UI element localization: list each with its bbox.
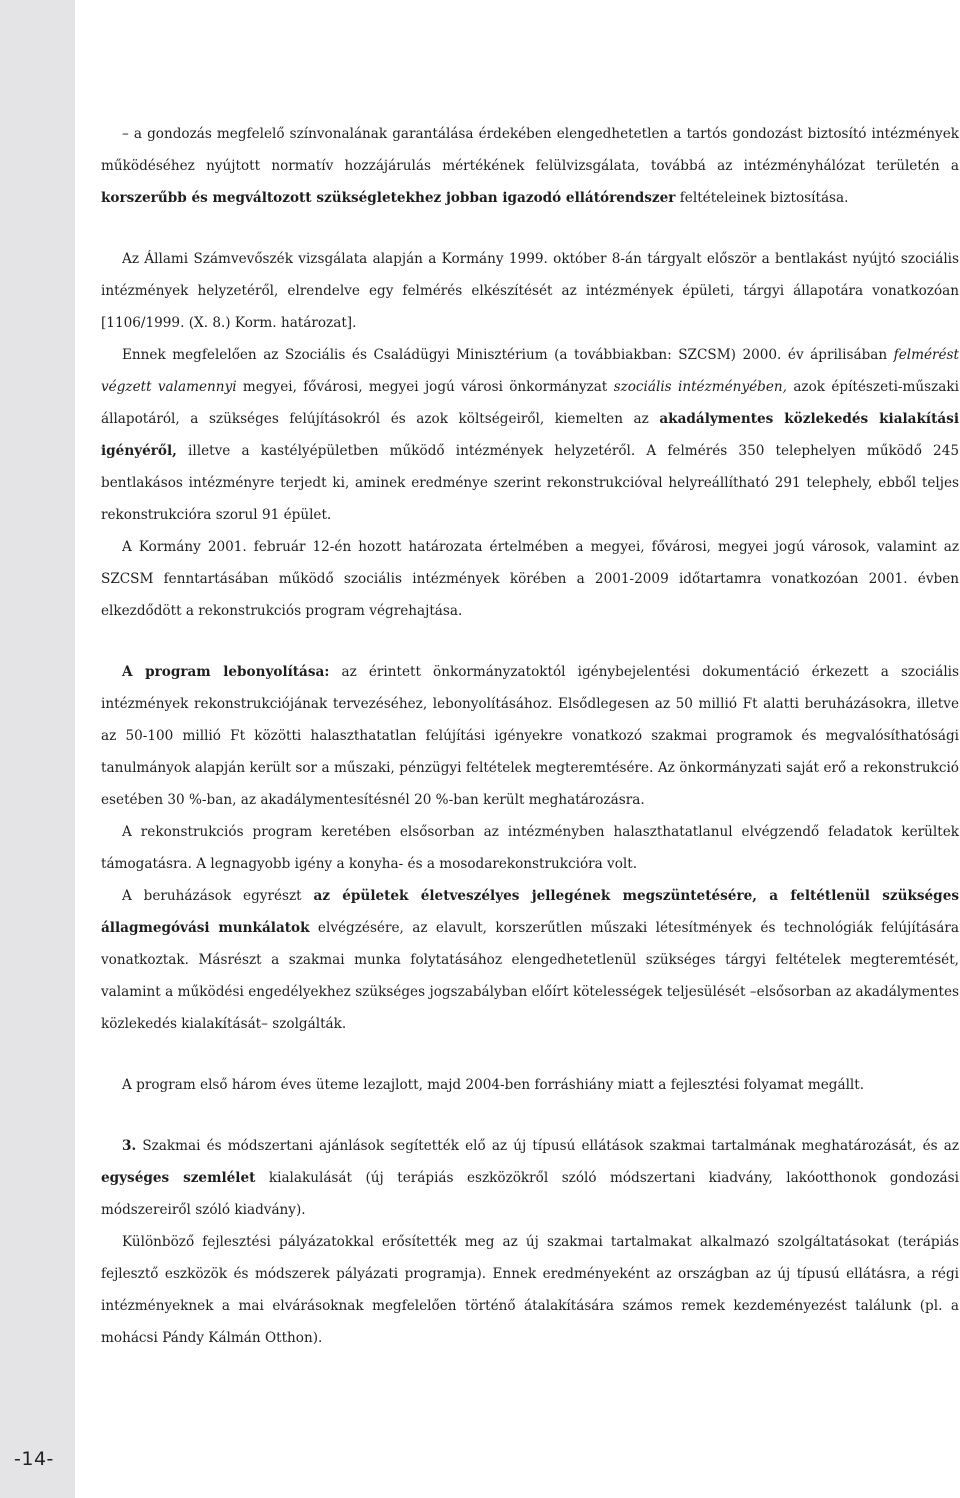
paragraph-audit: Az Állami Számvevőszék vizsgálata alapján a Kormány 1999. október 8-án tárgyalt először a bentlakást nyújtó szociális intézmények helyzetéről, elrendelve egy felmérés elkészítését az intézmények épületi, tárgyi állapotára vonatkozóan [1106/1999. (X. 8.) Korm. határozat]. [101, 251, 959, 331]
paragraph-list-item: – a gondozás megfelelő színvonalának garantálása érdekében elengedhetetlen a tartós gondozást biztosító intézmények működéséhez nyújtott normatív hozzájárulás mértékének felülvizsgálata, továbbá az intézményhálózat területén a korszerűbb és megváltozott szükségletekhez jobban igazodó ellátórendszer feltételeinek biztosítása. [101, 126, 959, 206]
paragraph-program-execution: A program lebonyolítása: az érintett önkormányzatoktól igénybejelentési dokumentáció érkezett a szociális intézmények rekonstrukciójának tervezéséhez, lebonyolításához. Elsődlegesen az 50 millió Ft alatti beruházásokra, illetve az 50-100 millió Ft közötti halaszthatatlan felújítási igényekre vonatkozó szakmai programok és megvalósíthatósági tanulmányok alapján került sor a műszaki, pénzügyi feltételek megteremtésére. Az önkormányzati saját erő a rekonstrukció esetében 30 %-ban, az akadálymentesítésnél 20 %-ban került meghatározásra. [101, 664, 960, 808]
page-number: -14- [14, 1448, 54, 1470]
paragraph-program-stop: A program első három éves üteme lezajlott, majd 2004-ben forráshiány miatt a fejlesztési folyamat megállt. [122, 1077, 865, 1093]
paragraph-recommendations: 3. Szakmai és módszertani ajánlások segítették elő az új típusú ellátások szakmai tartalmának meghatározását, és az egységes szemlélet kialakulását (új terápiás eszközökről szóló módszertani kiadvány, lakóotthonok gondozási módszereiről szóló kiadvány). [101, 1138, 959, 1218]
paragraph-investments: A beruházások egyrészt az épületek életveszélyes jellegének megszüntetésére, a feltétlenül szükséges állagmegóvási munkálatok elvégzésére, az elavult, korszerűtlen műszaki létesítmények és technológiák felújítására vonatkoztak. Másrészt a szakmai munka folytatásához elengedhetetlenül szükséges tárgyi feltételek megteremtését, valamint a működési engedélyekhez szükséges jogszabályban előírt kötelességek teljesülését –elsősorban az akadálymentes közlekedés kialakítását– szolgálták. [101, 888, 959, 1032]
document-body [101, 118, 959, 1354]
paragraph-grants: Különböző fejlesztési pályázatokkal erősítették meg az új szakmai tartalmakat alkalmazó szolgáltatásokat (terápiás fejlesztő eszközök és módszerek pályázati programja). Ennek eredményeként az országban az új típusú ellátásra, a régi intézményeknek a mai elvárásoknak megfelelően történő átalakítására számos remek kezdeményezést találunk (pl. a mohácsi Pándy Kálmán Otthon). [101, 1234, 959, 1346]
page-margin-sidebar [0, 0, 75, 1498]
paragraph-survey: Ennek megfelelően az Szociális és Családügyi Minisztérium (a továbbiakban: SZCSM) 2000. év áprilisában felmérést végzett valamennyi megyei, fővárosi, megyei jogú városi önkormányzat szociális intézményében, azok építészeti-műszaki állapotáról, a szükséges felújításokról és azok költségeiről, kiemelten az akadálymentes közlekedés kialakítási igényéről, illetve a kastélyépületben működő intézmények helyzetéről. A felmérés 350 telephelyen működő 245 bentlakásos intézményre terjedt ki, aminek eredménye szerint rekonstrukcióval helyreállítható 291 telephely, ebből teljes rekonstrukcióra szorul 91 épület. [101, 347, 959, 523]
paragraph-government-decision: A Kormány 2001. február 12-én hozott határozata értelmében a megyei, fővárosi, megyei jogú városok, valamint az SZCSM fenntartásában működő szociális intézmények körében a 2001-2009 időtartamra vonatkozóan 2001. évben elkezdődött a rekonstrukciós program végrehajtása. [101, 539, 959, 619]
paragraph-reconstruction: A rekonstrukciós program keretében elsősorban az intézményben halaszthatatlanul elvégzendő feladatok kerültek támogatásra. A legnagyobb igény a konyha- és a mosodarekonstrukcióra volt. [101, 824, 959, 872]
